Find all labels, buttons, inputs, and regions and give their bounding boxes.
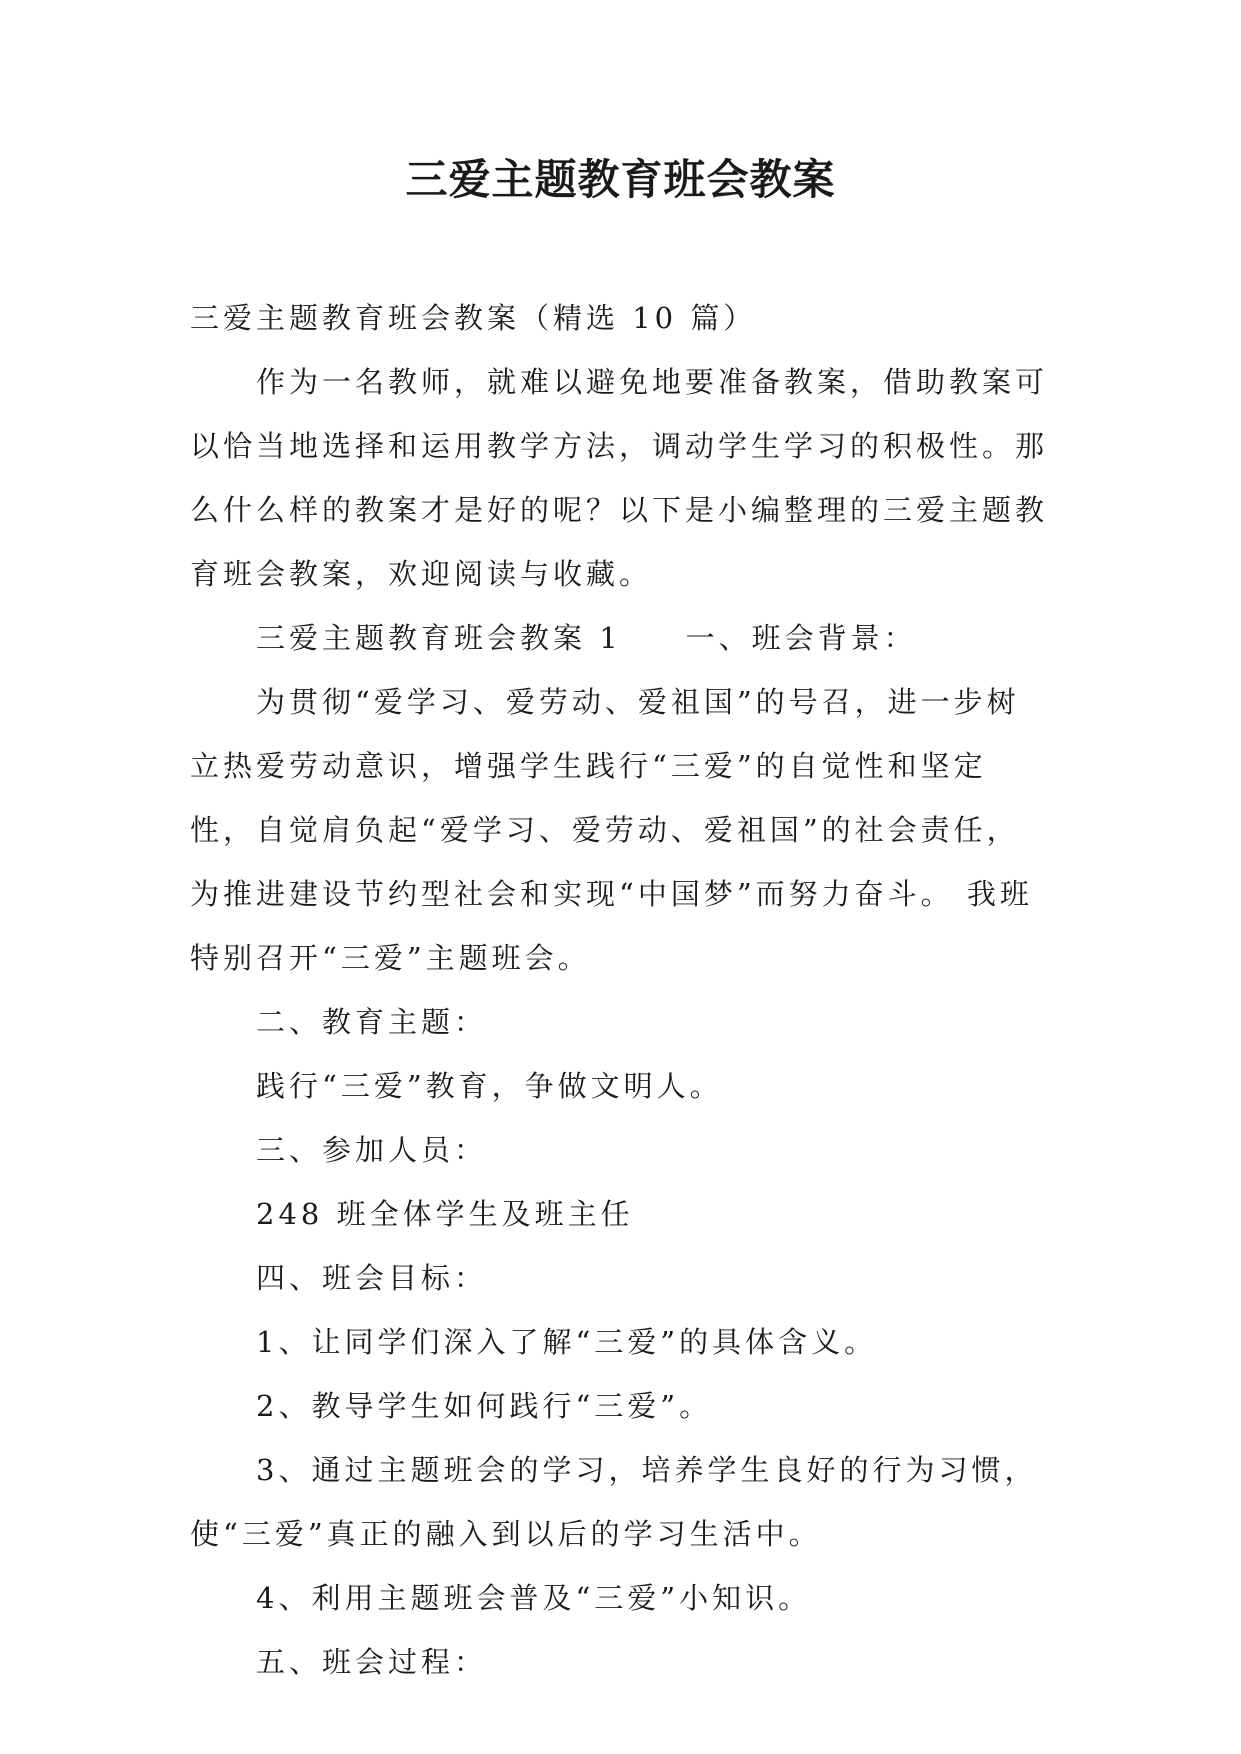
intro-paragraph: 作为一名教师，就难以避免地要准备教案，借助教案可以恰当地选择和运用教学方法，调动学生学习的积极性。那么什么样的教案才是好的呢？以下是小编整理的三爱主题教育班会教案，欢迎阅读与收藏。 [190, 365, 1049, 591]
goal-item-3: 3、通过主题班会的学习，培养学生良好的行为习惯，使“三爱”真正的融入到以后的学习生活中。 [190, 1453, 1038, 1551]
participants-text: 248 班全体学生及班主任 [256, 1197, 634, 1231]
goals-heading: 四、班会目标： [256, 1261, 488, 1295]
process-heading: 五、班会过程： [256, 1645, 488, 1679]
section-1-heading-line [190, 606, 1050, 670]
document-body [190, 286, 1050, 1694]
section-1-heading: 三爱主题教育班会教案 1 [256, 621, 622, 655]
participants-heading: 三、参加人员： [256, 1133, 488, 1167]
goal-item-2: 2、教导学生如何践行“三爱”。 [256, 1389, 713, 1423]
theme-heading: 二、教育主题： [256, 1005, 488, 1039]
background-heading: 一、班会背景： [685, 621, 917, 655]
document-subtitle: 三爱主题教育班会教案（精选 10 篇） [190, 301, 757, 335]
document-title: 三爱主题教育班会教案 [405, 155, 836, 204]
theme-text: 践行“三爱”教育，争做文明人。 [256, 1069, 723, 1103]
background-paragraph: 为贯彻“爱学习、爱劳动、爱祖国”的号召，进一步树立热爱劳动意识，增强学生践行“三爱”的自觉性和坚定性，自觉肩负起“爱学习、爱劳动、爱祖国”的社会责任，为推进建设节约型社会和实现“中国梦”而努力奋斗。 我班特别召开“三爱”主题班会。 [190, 685, 1033, 975]
goal-item-4: 4、利用主题班会普及“三爱”小知识。 [256, 1581, 812, 1615]
goal-item-1: 1、让同学们深入了解“三爱”的具体含义。 [256, 1325, 878, 1359]
